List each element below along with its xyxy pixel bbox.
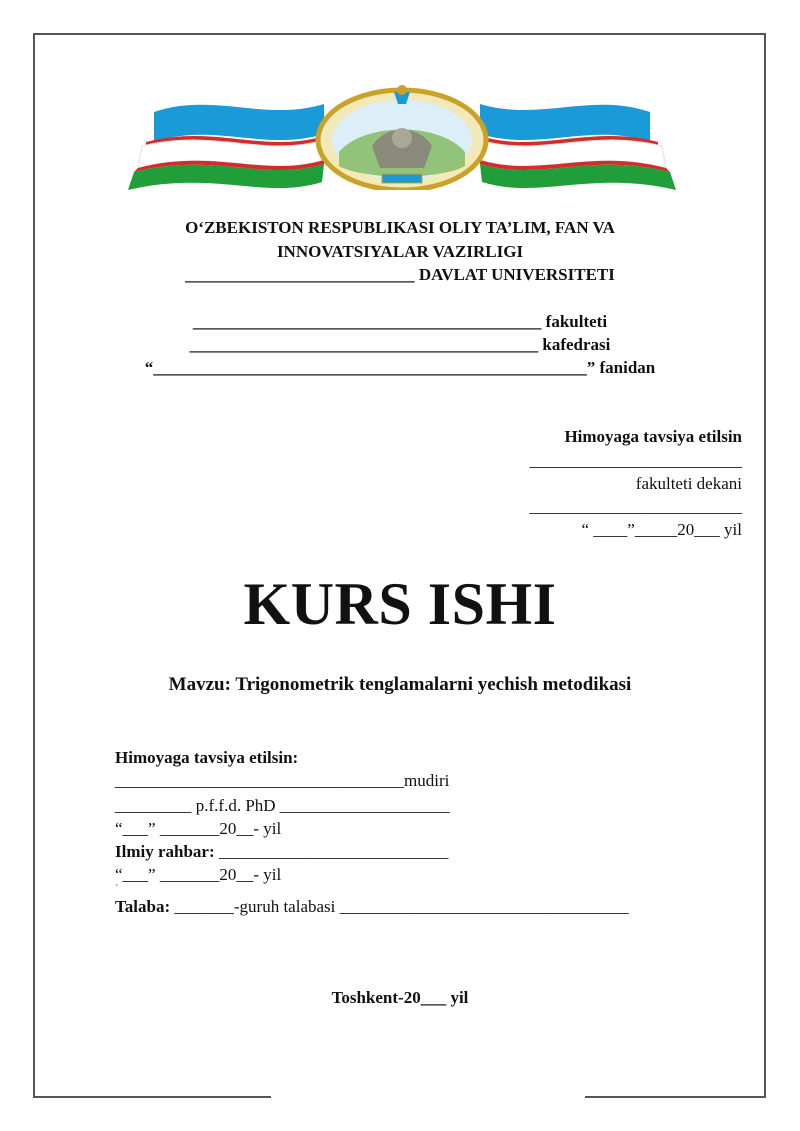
ministry-line-1: O‘ZBEKISTON RESPUBLIKASI OLIY TA’LIM, FAN VA: [185, 218, 615, 237]
department-head-line: __________________________________mudiri: [115, 771, 450, 790]
dean-name-line: _________________________: [529, 497, 742, 516]
stray-mark: `: [115, 884, 119, 895]
defense-heading: Himoyaga tavsiya etilsin:: [115, 748, 299, 767]
bottom-border-right: [585, 1096, 766, 1098]
faculty-line: _________________________________________ fakulteti: [192, 312, 608, 331]
student-group-line: _______-guruh talabasi __________________________________: [170, 897, 629, 916]
student-line: [115, 897, 629, 917]
bottom-border-left: [33, 1096, 271, 1098]
university-line: ___________________________ DAVLAT UNIVERSITETI: [185, 265, 615, 284]
city-year: Toshkent-20___ yil: [331, 988, 469, 1007]
topic-line: Mavzu: Trigonometrik tenglamalarni yechish metodikasi: [168, 674, 632, 695]
approval-title: Himoyaga tavsiya etilsin: [564, 427, 742, 446]
degree-line: _________ p.f.f.d. PhD ____________________: [115, 796, 450, 815]
subject-line: “___________________________________________________” fanidan: [144, 358, 656, 377]
chair-line: _________________________________________ kafedrasi: [189, 335, 611, 354]
dean-label: fakulteti dekani: [635, 474, 742, 493]
supervisor-label: Ilmiy rahbar:: [115, 842, 215, 861]
defense-date-2: “___” _______20__- yil: [115, 865, 282, 884]
state-emblem-flag-banner: [124, 82, 680, 190]
approval-signature-line: _________________________: [529, 451, 742, 470]
page-border: [33, 33, 766, 1097]
document-title: KURS ISHI: [243, 571, 557, 637]
defense-date-1: “___” _______20__- yil: [115, 819, 282, 838]
supervisor-line: [115, 842, 448, 862]
approval-date: “ ____”_____20___ yil: [581, 520, 742, 539]
ministry-line-2: INNOVATSIYALAR VAZIRLIGI: [276, 242, 524, 261]
student-label: Talaba:: [115, 897, 171, 916]
supervisor-signature: ___________________________: [214, 842, 449, 861]
